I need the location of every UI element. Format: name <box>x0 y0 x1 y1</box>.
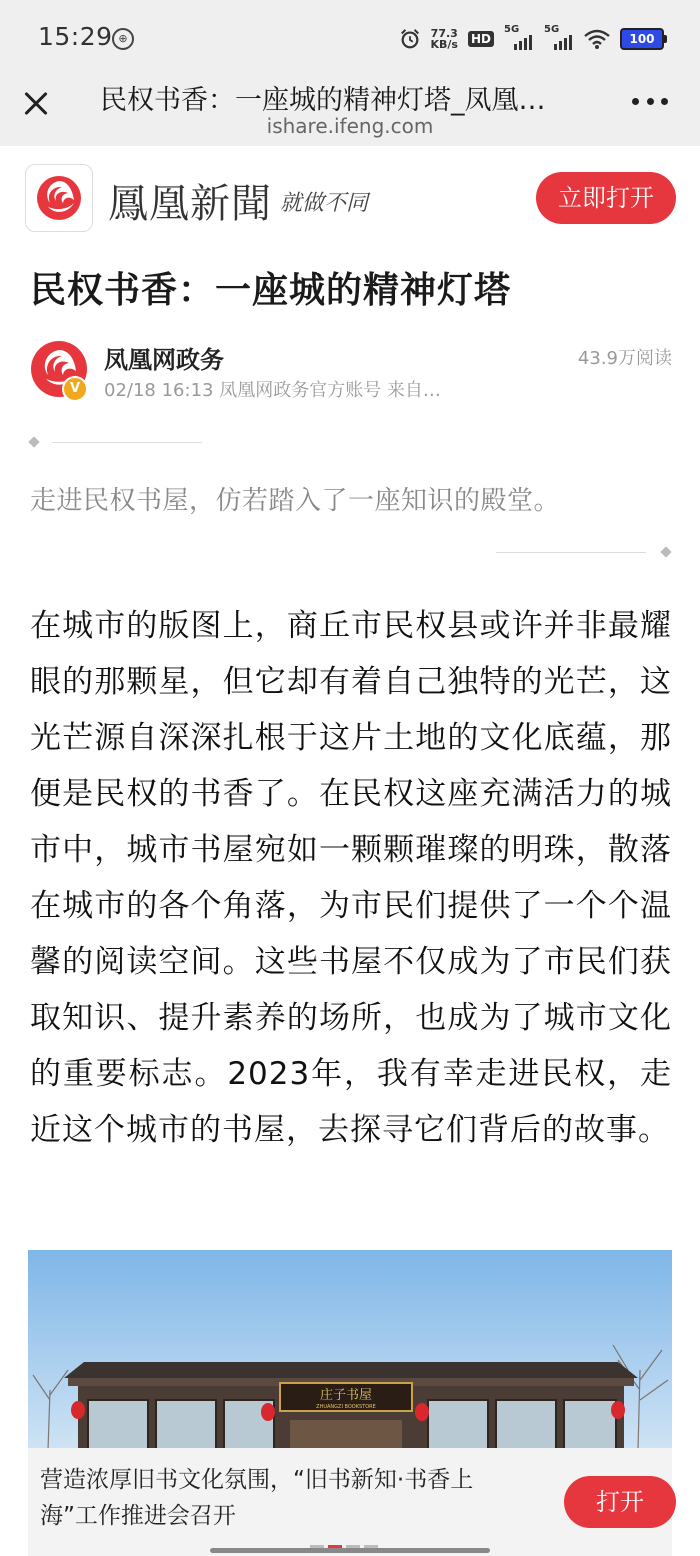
home-indicator[interactable] <box>210 1548 490 1553</box>
article-title: 民权书香：一座城的精神灯塔 <box>30 270 512 311</box>
signal-icon-2: 5G <box>544 28 574 50</box>
phoenix-logo-icon <box>34 173 84 223</box>
hd-icon: HD <box>468 31 494 47</box>
open-app-button[interactable]: 立即打开 <box>536 172 676 224</box>
status-time: 15:29 <box>38 22 113 51</box>
signal-icon: 5G <box>504 28 534 50</box>
alarm-icon <box>399 28 421 50</box>
status-icons <box>399 22 665 56</box>
browser-header <box>0 76 700 146</box>
wifi-icon <box>584 29 610 49</box>
recommendation-open-button[interactable]: 打开 <box>564 1476 676 1528</box>
article-body: 在城市的版图上，商丘市民权县或许并非最耀眼的那颗星，但它却有着自己独特的光芒，这光芒源自深深扎根于这片土地的文化底蕴，那便是民权的书香了。在民权这座充满活力的城市中，城市书屋宛如一颗颗璀璨的明珠，散落在城市的各个角落，为市民们提供了一个个温馨的阅读空间。这些书屋不仅成为了市民们获取知识、提升素养的场所，也成为了城市文化的重要标志。2023年，我有幸走进民权，走近这个城市的书屋，去探寻它们背后的故事。 <box>30 608 672 1148</box>
page-domain: ishare.ifeng.com <box>266 114 434 138</box>
quote-divider-bottom <box>496 548 672 558</box>
article-photo[interactable] <box>28 1250 672 1450</box>
lead-quote: 走进民权书屋，仿若踏入了一座知识的殿堂。 <box>30 486 561 516</box>
ifeng-logo <box>25 164 93 232</box>
photo-sign-en: ZHUANGZI BOOKSTORE <box>316 1404 376 1410</box>
recommendation-bar[interactable] <box>28 1448 672 1556</box>
recommendation-text[interactable]: 营造浓厚旧书文化氛围，“旧书新知·书香上海”工作推进会召开 <box>40 1467 474 1529</box>
author-name[interactable]: 凤凰网政务 <box>104 346 224 374</box>
more-options-button[interactable] <box>632 98 668 108</box>
post-meta: 02/18 16:13 凤凰网政务官方账号 来自… <box>104 380 441 401</box>
battery-icon: 100 <box>620 28 664 50</box>
app-banner <box>0 146 700 250</box>
page-title: 民权书香：一座城的精神灯塔_凤凰… <box>100 85 546 116</box>
brand-slogan: 就做不同 <box>280 191 369 216</box>
verified-badge-icon: V <box>62 376 88 402</box>
quote-divider-top <box>30 438 202 448</box>
net-speed: 77.3 KB/s <box>430 27 458 51</box>
brand-name: 鳳凰新聞 <box>108 181 272 227</box>
photo-sign-text: 庄子书屋 <box>319 1388 373 1403</box>
read-count: 43.9万阅读 <box>577 348 672 369</box>
status-bar <box>0 0 700 76</box>
notification-icon: ⊕ <box>112 28 134 50</box>
